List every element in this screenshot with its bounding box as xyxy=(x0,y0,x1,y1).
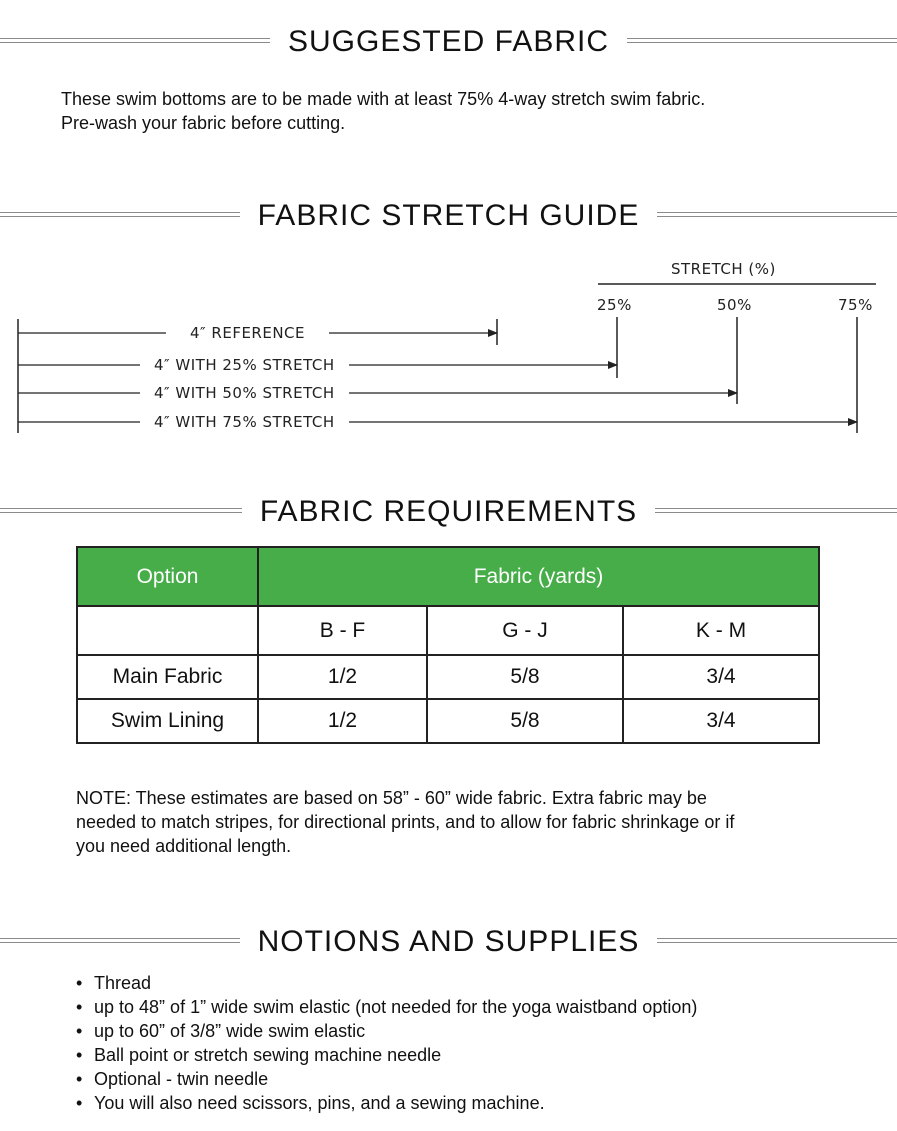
row-label-75: 4″ WITH 75% STRETCH xyxy=(140,413,349,431)
bullet: • xyxy=(76,1069,83,1089)
note-line-2: needed to match stripes, for directional prints, and to allow for fabric shrinkage or if xyxy=(76,812,735,832)
bullet: • xyxy=(76,1093,83,1113)
table-size-row xyxy=(77,606,819,655)
size-b-f: B - F xyxy=(258,606,427,655)
cell-value: 3/4 xyxy=(623,655,819,699)
notions-list xyxy=(76,971,697,1115)
tick-label-25: 25% xyxy=(597,296,632,314)
list-item-text: Optional - twin needle xyxy=(94,1069,269,1089)
section-title: FABRIC REQUIREMENTS xyxy=(242,495,655,528)
table-header-row xyxy=(77,547,819,606)
stretch-guide-diagram xyxy=(0,250,897,440)
heading-fabric-stretch-guide xyxy=(0,196,897,236)
requirements-note xyxy=(76,786,836,858)
row-label-25: 4″ WITH 25% STRETCH xyxy=(140,356,349,374)
bullet: • xyxy=(76,973,83,993)
cell-value: 3/4 xyxy=(623,699,819,743)
section-title: SUGGESTED FABRIC xyxy=(270,25,627,58)
stretch-axis-title: STRETCH (%) xyxy=(671,260,776,278)
list-item-text: Ball point or stretch sewing machine needle xyxy=(94,1045,442,1065)
list-item xyxy=(76,1091,697,1115)
bullet: • xyxy=(76,1045,83,1065)
suggested-fabric-line-2: Pre-wash your fabric before cutting. xyxy=(61,113,346,133)
note-line-3: you need additional length. xyxy=(76,836,292,856)
heading-fabric-requirements xyxy=(0,492,897,532)
size-g-j: G - J xyxy=(427,606,623,655)
list-item xyxy=(76,1043,697,1067)
list-item-text: up to 60” of 3/8” wide swim elastic xyxy=(94,1021,366,1041)
suggested-fabric-line-1: These swim bottoms are to be made with at least 75% 4-way stretch swim fabric. xyxy=(61,89,706,109)
list-item xyxy=(76,1019,697,1043)
list-item-text: up to 48” of 1” wide swim elastic (not needed for the yoga waistband option) xyxy=(94,997,698,1017)
tick-label-75: 75% xyxy=(838,296,873,314)
list-item xyxy=(76,971,697,995)
tick-label-50: 50% xyxy=(717,296,752,314)
bullet: • xyxy=(76,1021,83,1041)
row-label-reference: 4″ REFERENCE xyxy=(166,324,329,342)
heading-suggested-fabric xyxy=(0,22,897,62)
cell-value: 5/8 xyxy=(427,655,623,699)
table-row xyxy=(77,655,819,699)
heading-notions-and-supplies xyxy=(0,922,897,962)
row-label-50: 4″ WITH 50% STRETCH xyxy=(140,384,349,402)
cell-value: 1/2 xyxy=(258,699,427,743)
header-option: Option xyxy=(77,547,258,606)
list-item-text: You will also need scissors, pins, and a sewing machine. xyxy=(94,1093,545,1113)
fabric-requirements-table xyxy=(76,546,820,744)
table-row xyxy=(77,699,819,743)
list-item xyxy=(76,1067,697,1091)
section-title: NOTIONS AND SUPPLIES xyxy=(240,925,658,958)
bullet: • xyxy=(76,997,83,1017)
row-label: Main Fabric xyxy=(77,655,258,699)
header-fabric-yards: Fabric (yards) xyxy=(258,547,819,606)
row-label: Swim Lining xyxy=(77,699,258,743)
note-line-1: NOTE: These estimates are based on 58” - 60” wide fabric. Extra fabric may be xyxy=(76,788,707,808)
cell-value: 5/8 xyxy=(427,699,623,743)
suggested-fabric-text xyxy=(61,87,705,135)
empty-cell xyxy=(77,606,258,655)
list-item xyxy=(76,995,697,1019)
list-item-text: Thread xyxy=(94,973,152,993)
size-k-m: K - M xyxy=(623,606,819,655)
cell-value: 1/2 xyxy=(258,655,427,699)
section-title: FABRIC STRETCH GUIDE xyxy=(240,199,658,232)
